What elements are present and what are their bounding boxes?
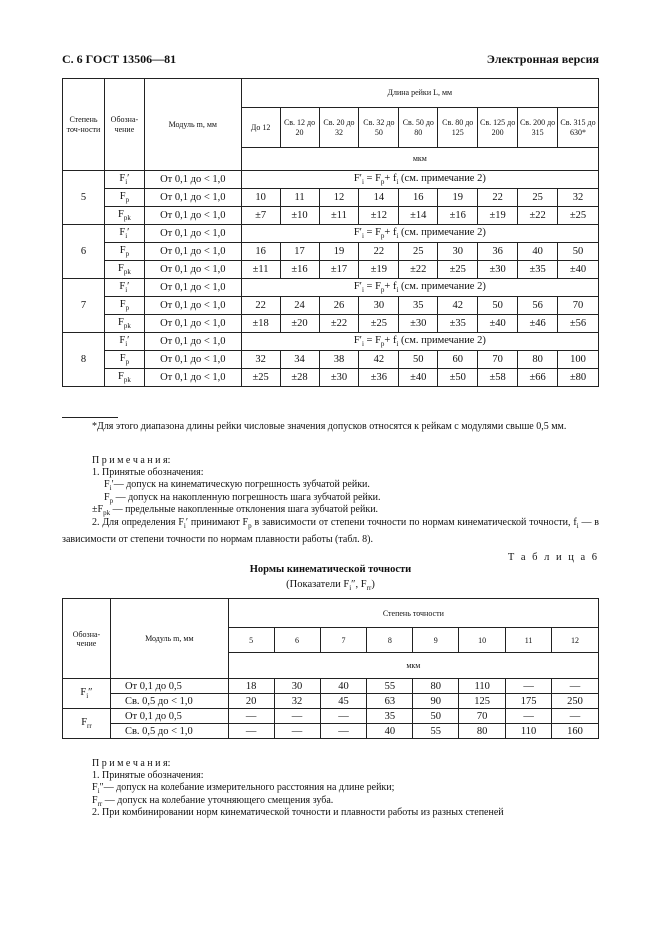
t5-cell: 50 — [478, 297, 518, 315]
t5-symbol: $F_i'$ — [104, 333, 144, 351]
t5-module: От 0,1 до < 1,0 — [144, 297, 241, 315]
t6-cell: 55 — [413, 724, 459, 739]
t5-header-length: Длина рейки L, мм — [241, 79, 598, 108]
t5-cell: 56 — [518, 297, 558, 315]
t5-cell: 19 — [438, 189, 478, 207]
notes1-title: П р и м е ч а н и я: — [92, 455, 171, 466]
notes1-line3: $\pm F_{pk}$ — предельные накопленные отклонения шага зубчатой рейки. — [92, 504, 379, 517]
t5-cell: ±11 — [319, 207, 359, 225]
t5-cell: ±18 — [241, 315, 280, 333]
t5-cell: 25 — [399, 243, 438, 261]
t5-cell: ±22 — [399, 261, 438, 279]
t5-cell: 50 — [558, 243, 599, 261]
t6-degree-header: 5 — [228, 628, 274, 653]
table-6-label: Т а б л и ц а 6 — [507, 552, 599, 563]
t6-cell: 30 — [274, 679, 320, 694]
notes1-item1: 1. Принятые обозначения: — [92, 467, 204, 478]
t6-cell: 55 — [367, 679, 413, 694]
t6-cell: 50 — [413, 709, 459, 724]
t5-length-header: Св. 125 до 200 — [478, 108, 518, 148]
t5-cell: 100 — [558, 351, 599, 369]
t5-cell: ±30 — [478, 261, 518, 279]
t5-symbol: $F_p$ — [104, 351, 144, 369]
t6-unit: мкм — [228, 653, 598, 679]
t5-cell: 12 — [319, 189, 359, 207]
notes2-item1: 1. Принятые обозначения: — [92, 770, 204, 781]
t5-cell: ±20 — [280, 315, 319, 333]
t5-cell: 36 — [478, 243, 518, 261]
page-header-left: С. 6 ГОСТ 13506—81 — [62, 52, 177, 66]
t5-cell: ±7 — [241, 207, 280, 225]
t5-cell: ±14 — [399, 207, 438, 225]
t5-module: От 0,1 до < 1,0 — [144, 189, 241, 207]
t6-cell: 250 — [552, 694, 599, 709]
t6-cell: — — [552, 679, 599, 694]
t5-symbol: $F_p$ — [104, 297, 144, 315]
t5-cell: 26 — [319, 297, 359, 315]
t6-cell: 125 — [459, 694, 506, 709]
t5-cell: 50 — [399, 351, 438, 369]
t5-cell: ±40 — [478, 315, 518, 333]
t5-cell: ±36 — [359, 369, 399, 387]
t5-cell: ±25 — [438, 261, 478, 279]
t6-cell: — — [274, 709, 320, 724]
t5-module: От 0,1 до < 1,0 — [144, 243, 241, 261]
t5-symbol: $F_i'$ — [104, 171, 144, 189]
t6-cell: 90 — [413, 694, 459, 709]
t5-module: От 0,1 до < 1,0 — [144, 315, 241, 333]
t5-formula: $F'_i = F_p+ f_i$ (см. примечание 2) — [241, 279, 598, 297]
t6-header-degree: Степень точности — [228, 599, 598, 628]
t5-cell: 32 — [558, 189, 599, 207]
t5-formula: $F'_i = F_p+ f_i$ (см. примечание 2) — [241, 171, 598, 189]
t6-cell: — — [228, 724, 274, 739]
t5-cell: ±10 — [280, 207, 319, 225]
footnote-rule — [62, 417, 118, 418]
t5-cell: 22 — [359, 243, 399, 261]
t5-cell: 30 — [359, 297, 399, 315]
t6-cell: — — [320, 709, 367, 724]
t5-cell: 19 — [319, 243, 359, 261]
t5-degree: 7 — [63, 279, 105, 333]
t6-cell: 18 — [228, 679, 274, 694]
t5-symbol: $F_p$ — [104, 189, 144, 207]
t6-cell: 110 — [459, 679, 506, 694]
t5-module: От 0,1 до < 1,0 — [144, 225, 241, 243]
t5-cell: ±30 — [399, 315, 438, 333]
t5-cell: 70 — [478, 351, 518, 369]
t6-cell: 45 — [320, 694, 367, 709]
t5-cell: ±16 — [280, 261, 319, 279]
t5-length-header: Св. 315 до 630* — [558, 108, 599, 148]
t5-cell: ±28 — [280, 369, 319, 387]
t6-cell: 40 — [320, 679, 367, 694]
t6-module: От 0,1 до 0,5 — [110, 679, 228, 694]
t5-cell: 24 — [280, 297, 319, 315]
t6-cell: 40 — [367, 724, 413, 739]
t5-symbol: $F_i'$ — [104, 225, 144, 243]
t6-degree-header: 8 — [367, 628, 413, 653]
t6-symbol: $F_i''$ — [63, 679, 111, 709]
notes1-item2: 2. Для определения $F_i'$ принимают $F_p$ в зависимости от степени точности по нормам кинематической точности, $f_i$ — в зависимости от степени точности по нормам плавности работы (табл. 8). — [62, 517, 600, 545]
t5-module: От 0,1 до < 1,0 — [144, 351, 241, 369]
notes2-line2: $F_{rr}$ — допуск на колебание уточняющего смещения зуба. — [92, 795, 334, 808]
t6-cell: 32 — [274, 694, 320, 709]
t6-degree-header: 12 — [552, 628, 599, 653]
t6-cell: — — [506, 709, 552, 724]
t5-cell: 60 — [438, 351, 478, 369]
t5-length-header: Св. 32 до 50 — [359, 108, 399, 148]
t5-cell: 42 — [359, 351, 399, 369]
t5-cell: ±22 — [518, 207, 558, 225]
t5-cell: ±22 — [319, 315, 359, 333]
t6-cell: 110 — [506, 724, 552, 739]
t5-cell: 38 — [319, 351, 359, 369]
t5-cell: 16 — [399, 189, 438, 207]
t5-formula: $F'_i = F_p+ f_i$ (см. примечание 2) — [241, 333, 598, 351]
t5-cell: 11 — [280, 189, 319, 207]
notes1-line2: $F_p$ — допуск на накопленную погрешность шага зубчатой рейки. — [104, 492, 381, 505]
t6-cell: — — [274, 724, 320, 739]
t5-module: От 0,1 до < 1,0 — [144, 279, 241, 297]
t6-cell: — — [506, 679, 552, 694]
t5-header-symbol: Обозна-чение — [104, 79, 144, 171]
t6-cell: 175 — [506, 694, 552, 709]
t5-cell: ±40 — [399, 369, 438, 387]
table-6-subtitle: (Показатели $F_i''$, $F_{rr}$) — [286, 579, 375, 593]
t6-cell: 20 — [228, 694, 274, 709]
t5-symbol: $F_{pk}$ — [104, 261, 144, 279]
t5-cell: ±46 — [518, 315, 558, 333]
t5-cell: 80 — [518, 351, 558, 369]
t5-cell: ±19 — [359, 261, 399, 279]
t5-cell: ±25 — [558, 207, 599, 225]
t5-cell: 30 — [438, 243, 478, 261]
t6-cell: — — [228, 709, 274, 724]
t5-module: От 0,1 до < 1,0 — [144, 369, 241, 387]
t5-length-header: Св. 200 до 315 — [518, 108, 558, 148]
t5-cell: 35 — [399, 297, 438, 315]
t5-cell: 42 — [438, 297, 478, 315]
t5-cell: ±56 — [558, 315, 599, 333]
t5-cell: 32 — [241, 351, 280, 369]
notes2-line1: $F_i''—$ допуск на колебание измерительного расстояния на длине рейки; — [92, 782, 395, 795]
t5-cell: ±40 — [558, 261, 599, 279]
t5-degree: 6 — [63, 225, 105, 279]
t5-cell: ±17 — [319, 261, 359, 279]
t6-cell: 35 — [367, 709, 413, 724]
t5-length-header: Св. 20 до 32 — [319, 108, 359, 148]
t5-module: От 0,1 до < 1,0 — [144, 261, 241, 279]
t5-cell: 14 — [359, 189, 399, 207]
t6-cell: 80 — [413, 679, 459, 694]
t6-cell: 160 — [552, 724, 599, 739]
t5-cell: ±16 — [438, 207, 478, 225]
t5-degree: 5 — [63, 171, 105, 225]
t6-cell: — — [552, 709, 599, 724]
t5-header-degree: Степень точ-ности — [63, 79, 105, 171]
t5-symbol: $F_{pk}$ — [104, 369, 144, 387]
t5-symbol: $F_i'$ — [104, 279, 144, 297]
t5-cell: 25 — [518, 189, 558, 207]
t5-module: От 0,1 до < 1,0 — [144, 207, 241, 225]
t5-length-header: Св. 80 до 125 — [438, 108, 478, 148]
t5-length-header: До 12 — [241, 108, 280, 148]
t5-cell: 17 — [280, 243, 319, 261]
t5-cell: ±30 — [319, 369, 359, 387]
t5-cell: ±35 — [438, 315, 478, 333]
t5-cell: ±25 — [359, 315, 399, 333]
table-6-title: Нормы кинематической точности — [249, 564, 412, 575]
notes1-line1: $F_i'—$ допуск на кинематическую погрешность зубчатой рейки. — [104, 479, 370, 492]
t5-cell: ±66 — [518, 369, 558, 387]
table-5 — [62, 78, 599, 387]
t6-module: От 0,1 до 0,5 — [110, 709, 228, 724]
t5-module: От 0,1 до < 1,0 — [144, 333, 241, 351]
t6-cell: 80 — [459, 724, 506, 739]
t5-cell: 10 — [241, 189, 280, 207]
t5-module: От 0,1 до < 1,0 — [144, 171, 241, 189]
t6-degree-header: 6 — [274, 628, 320, 653]
notes2-title: П р и м е ч а н и я: — [92, 758, 171, 769]
t6-header-symbol: Обозна-чение — [63, 599, 111, 679]
page-header-right: Электронная версия — [486, 52, 599, 66]
t5-cell: ±80 — [558, 369, 599, 387]
t5-degree: 8 — [63, 333, 105, 387]
t5-cell: ±50 — [438, 369, 478, 387]
footnote: *Для этого диапазона длины рейки числовые значения допусков относятся к рейкам с модулями свыше 0,5 мм. — [92, 421, 567, 432]
t6-degree-header: 10 — [459, 628, 506, 653]
t6-degree-header: 9 — [413, 628, 459, 653]
t6-cell: 70 — [459, 709, 506, 724]
t5-cell: ±35 — [518, 261, 558, 279]
t5-cell: ±11 — [241, 261, 280, 279]
t6-cell: 63 — [367, 694, 413, 709]
t6-degree-header: 7 — [320, 628, 367, 653]
t5-formula: $F'_i = F_p+ f_i$ (см. примечание 2) — [241, 225, 598, 243]
t6-degree-header: 11 — [506, 628, 552, 653]
t5-cell: 22 — [478, 189, 518, 207]
t5-cell: ±25 — [241, 369, 280, 387]
t5-cell: ±58 — [478, 369, 518, 387]
t5-symbol: $F_{pk}$ — [104, 315, 144, 333]
notes2-item2: 2. При комбинировании норм кинематической точности и плавности работы из разных степеней — [92, 807, 504, 818]
t5-cell: 16 — [241, 243, 280, 261]
t5-cell: 70 — [558, 297, 599, 315]
t5-cell: 22 — [241, 297, 280, 315]
t5-unit: мкм — [241, 148, 598, 171]
t5-cell: ±12 — [359, 207, 399, 225]
t5-cell: 40 — [518, 243, 558, 261]
t5-length-header: Св. 50 до 80 — [399, 108, 438, 148]
t6-module: Св. 0,5 до < 1,0 — [110, 694, 228, 709]
t5-cell: ±19 — [478, 207, 518, 225]
t5-symbol: $F_{pk}$ — [104, 207, 144, 225]
t6-symbol: $F_{rr}$ — [63, 709, 111, 739]
t6-header-module: Модуль m, мм — [110, 599, 228, 679]
table-6 — [62, 598, 599, 739]
t6-cell: — — [320, 724, 367, 739]
t5-header-module: Модуль m, мм — [144, 79, 241, 171]
t5-cell: 34 — [280, 351, 319, 369]
t5-symbol: $F_p$ — [104, 243, 144, 261]
t6-module: Св. 0,5 до < 1,0 — [110, 724, 228, 739]
t5-length-header: Св. 12 до 20 — [280, 108, 319, 148]
